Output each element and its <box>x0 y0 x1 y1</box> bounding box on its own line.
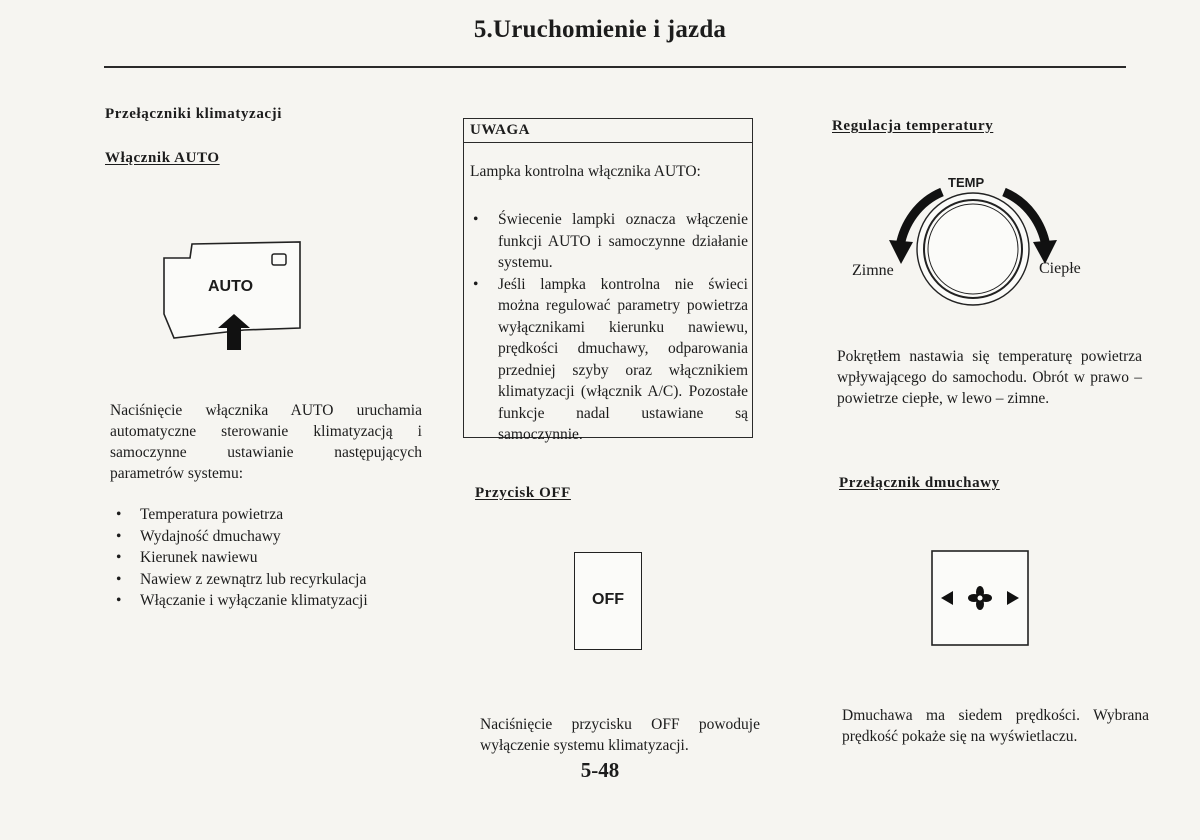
warning-intro: Lampka kontrolna włącznika AUTO: <box>470 163 701 180</box>
warning-list <box>470 209 748 446</box>
cold-label: Zimne <box>852 262 894 279</box>
blower-switch-illustration <box>931 550 1029 646</box>
list-item: • Włączanie i wyłączanie klimatyzacji <box>110 590 430 612</box>
title-divider <box>104 66 1126 68</box>
auto-button-illustration <box>160 236 308 356</box>
section-title: Przełączniki klimatyzacji <box>105 106 283 122</box>
list-item: • Świecenie lampki oznacza włączenie funkcji AUTO i samoczynne działanie systemu. <box>470 209 748 274</box>
temperature-title: Regulacja temperatury <box>832 118 994 134</box>
auto-parameters-list <box>110 504 430 612</box>
temperature-knob-illustration <box>848 166 1118 314</box>
off-title: Przycisk OFF <box>475 485 571 501</box>
list-item: • Wydajność dmuchawy <box>110 526 430 548</box>
blower-description: Dmuchawa ma siedem prędkości. Wybrana prędkość pokaże się na wyświetlaczu. <box>842 707 1149 745</box>
warning-box <box>463 118 753 443</box>
auto-description: Naciśnięcie włącznika AUTO uruchamia automatyczne sterowanie klimatyzacją i samoczynne ustawianie następujących parametrów systemu: <box>110 402 422 482</box>
auto-button-label: AUTO <box>208 278 254 295</box>
list-item: • Kierunek nawiewu <box>110 547 430 569</box>
subsection-title-auto: Włącznik AUTO <box>105 150 220 166</box>
warning-title: UWAGA <box>464 119 752 143</box>
warm-label: Ciepłe <box>1039 260 1081 277</box>
list-item: • Nawiew z zewnątrz lub recyrkulacja <box>110 569 430 591</box>
blower-title: Przełącznik dmuchawy <box>839 475 1000 491</box>
page-number: 5-48 <box>580 758 620 782</box>
temp-knob-label: TEMP <box>948 175 985 190</box>
off-button-label: OFF <box>592 591 624 608</box>
page-title: 5.Uruchomienie i jazda <box>473 16 727 43</box>
off-description: Naciśnięcie przycisku OFF powoduje wyłączenie systemu klimatyzacji. <box>480 716 760 754</box>
temperature-description: Pokrętłem nastawia się temperaturę powietrza wpływającego do samochodu. Obrót w prawo – powietrze ciepłe, w lewo – zimne. <box>837 348 1142 407</box>
off-button-illustration <box>574 552 642 650</box>
list-item: • Temperatura powietrza <box>110 504 430 526</box>
list-item: • Jeśli lampka kontrolna nie świeci można regulować parametry powietrza wyłącznikami kierunku nawiewu, prędkości dmuchawy, odparowania przedniej szyby oraz włącznikiem klimatyzacji (włącznik A/C). Pozostałe funkcje nadal ustawiane są samoczynnie. <box>470 274 748 446</box>
